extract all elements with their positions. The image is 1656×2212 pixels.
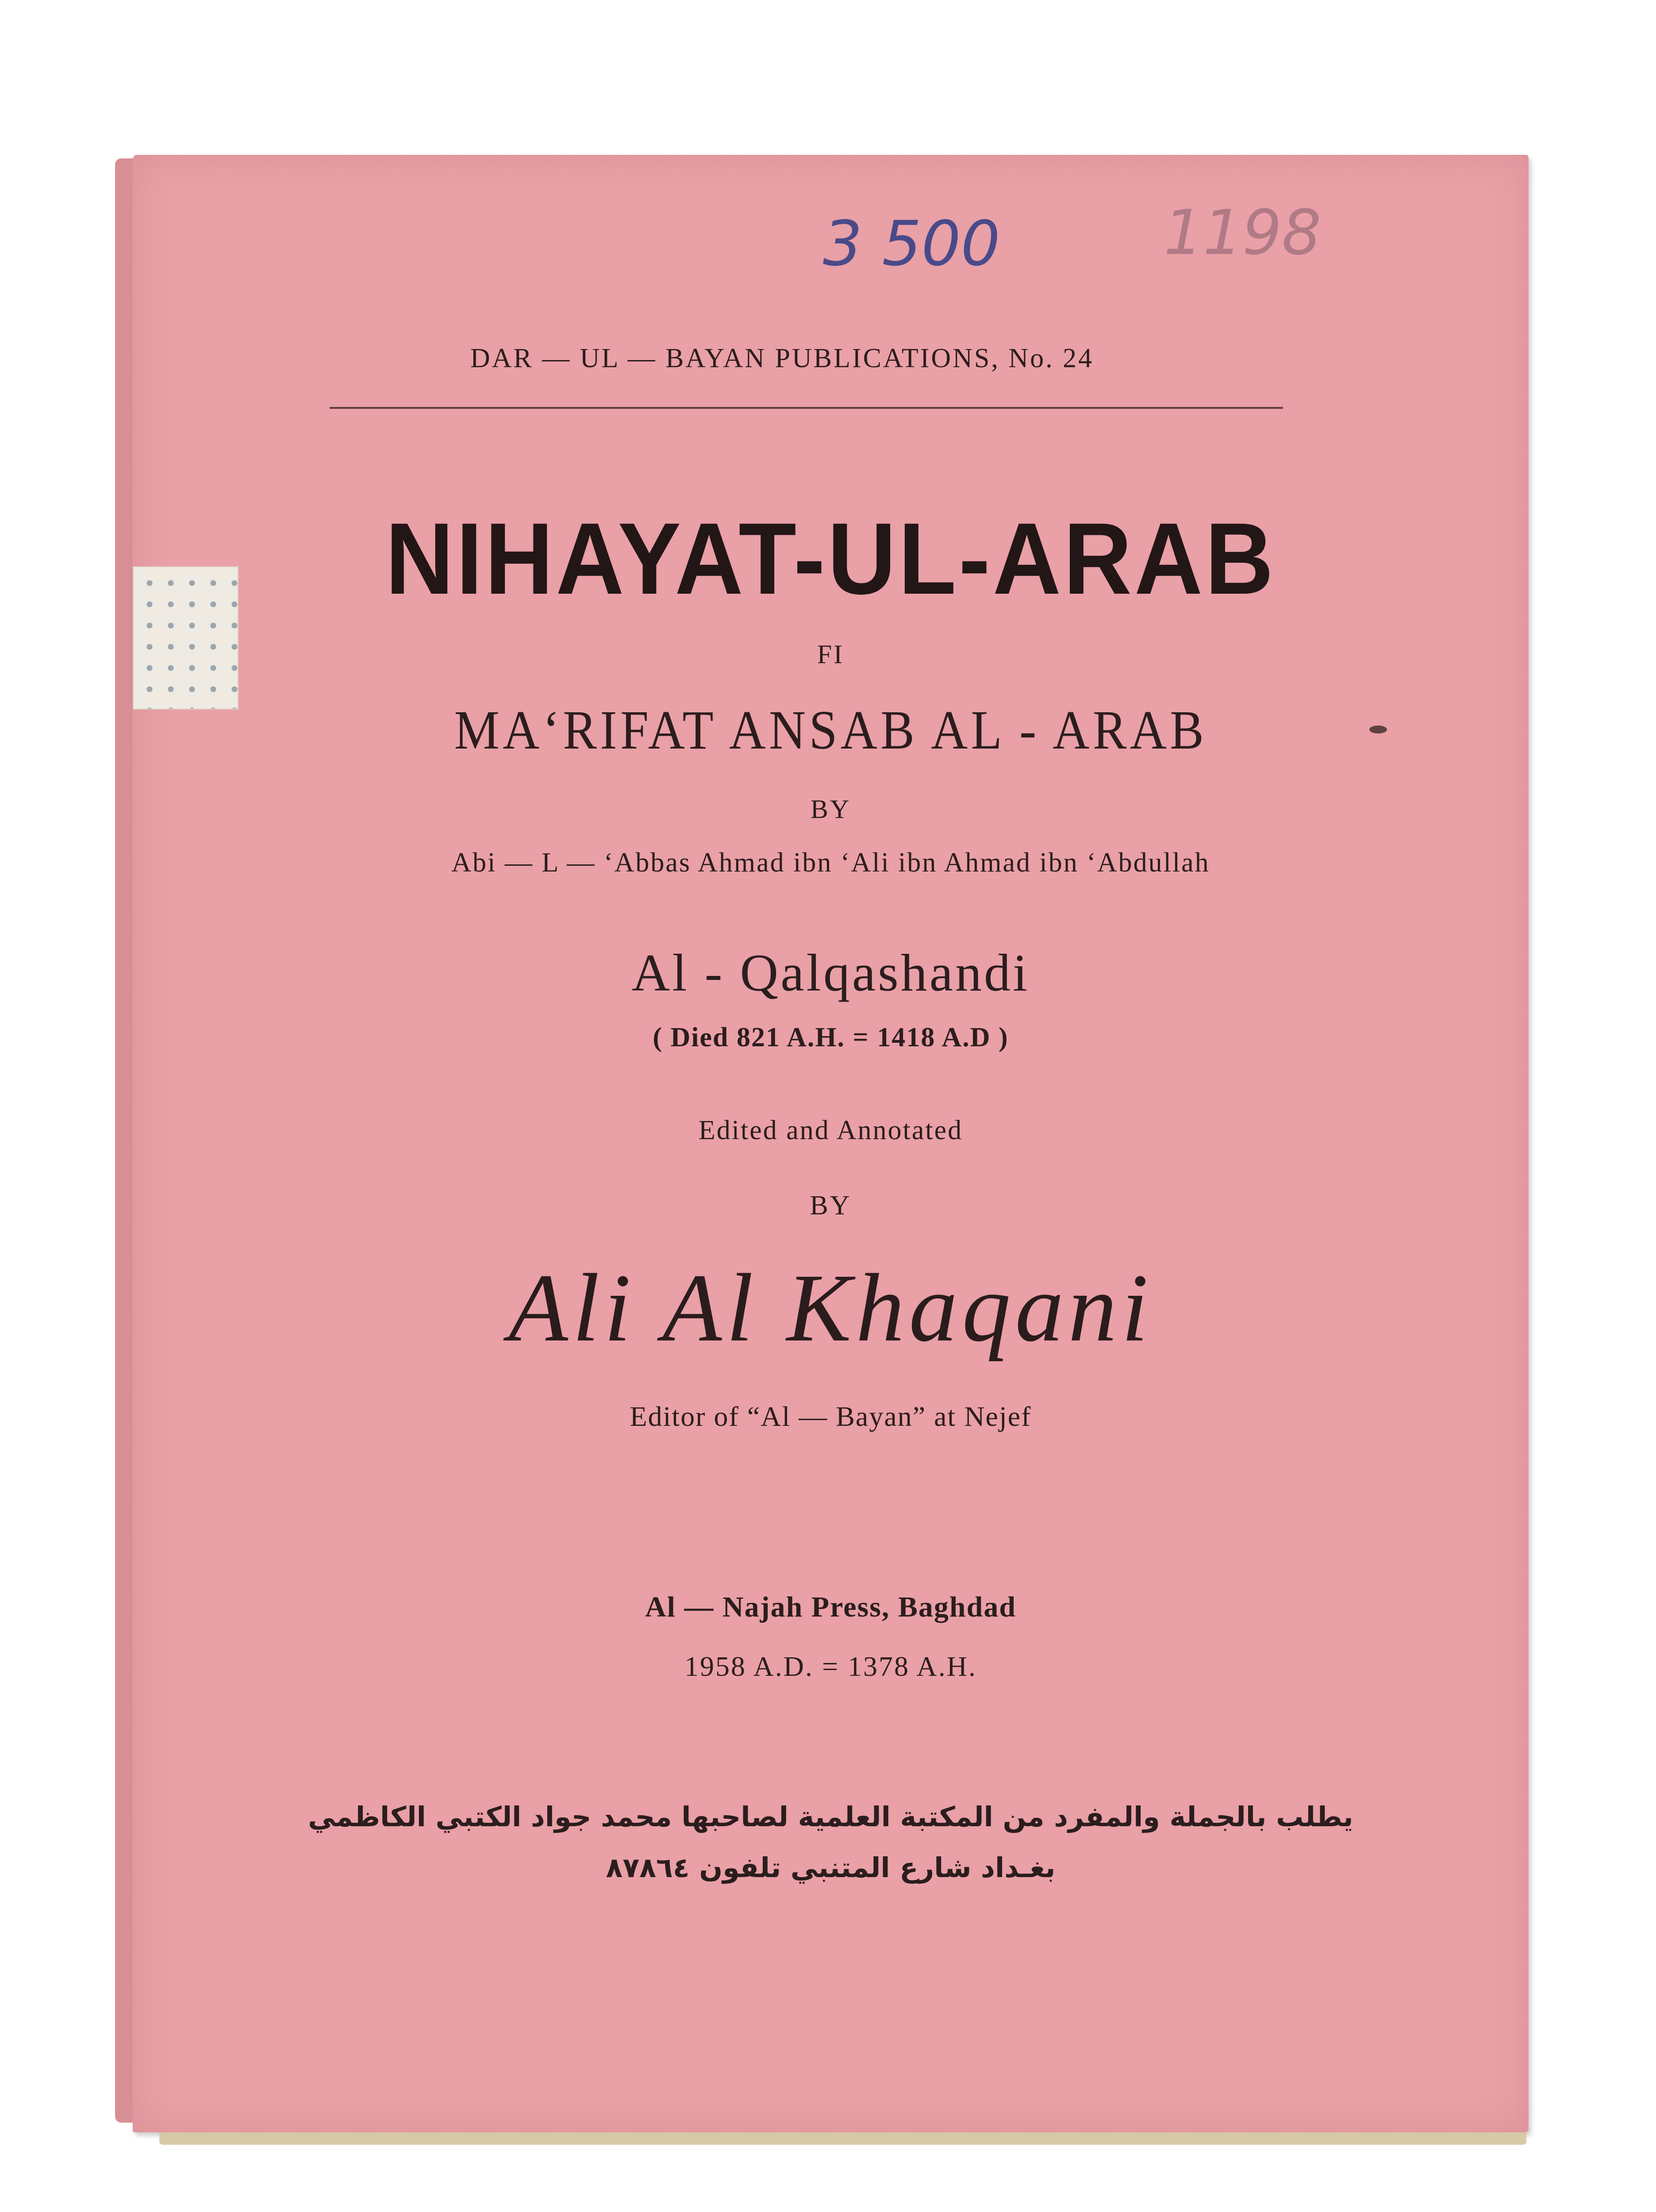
ink-spot bbox=[1369, 726, 1387, 733]
author-name: Al - Qalqashandi bbox=[631, 943, 1030, 1002]
editor-name: Ali Al Khaqani bbox=[508, 1254, 1153, 1362]
by-label-2: BY bbox=[810, 1190, 852, 1221]
author-full-name: Abi — L — ‘Abbas Ahmad ibn ‘Ali ibn Ahmad ibn ‘Abdullah bbox=[451, 848, 1210, 878]
book-subtitle: MA‘RIFAT ANSAB AL - ARAB bbox=[454, 700, 1207, 761]
handwritten-number: 1198 bbox=[1164, 197, 1322, 269]
book-cover bbox=[133, 155, 1529, 2132]
fi-label: FI bbox=[817, 640, 845, 669]
publication-date: 1958 A.D. = 1378 A.H. bbox=[684, 1651, 977, 1682]
editor-role: Editor of “Al — Bayan” at Nejef bbox=[630, 1401, 1032, 1432]
handwritten-price: 3 500 bbox=[823, 208, 1000, 280]
press-name: Al — Najah Press, Baghdad bbox=[645, 1591, 1017, 1623]
arabic-line-1: يطلب بالجملة والمفرد من المكتبة العلمية لصاحبها محمد جواد الكتبي الكاظمي bbox=[308, 1801, 1353, 1833]
by-label-1: BY bbox=[810, 795, 851, 824]
edited-label: Edited and Annotated bbox=[698, 1115, 963, 1145]
series-line: DAR — UL — BAYAN PUBLICATIONS, No. 24 bbox=[470, 343, 1094, 373]
book-title: NIHAYAT-UL-ARAB bbox=[385, 502, 1276, 615]
author-dates: ( Died 821 A.H. = 1418 A.D ) bbox=[653, 1022, 1009, 1052]
arabic-line-2: بغـداد شارع المتنبي تلفون ٨٧٨٦٤ bbox=[606, 1851, 1056, 1884]
header-rule bbox=[330, 407, 1283, 409]
